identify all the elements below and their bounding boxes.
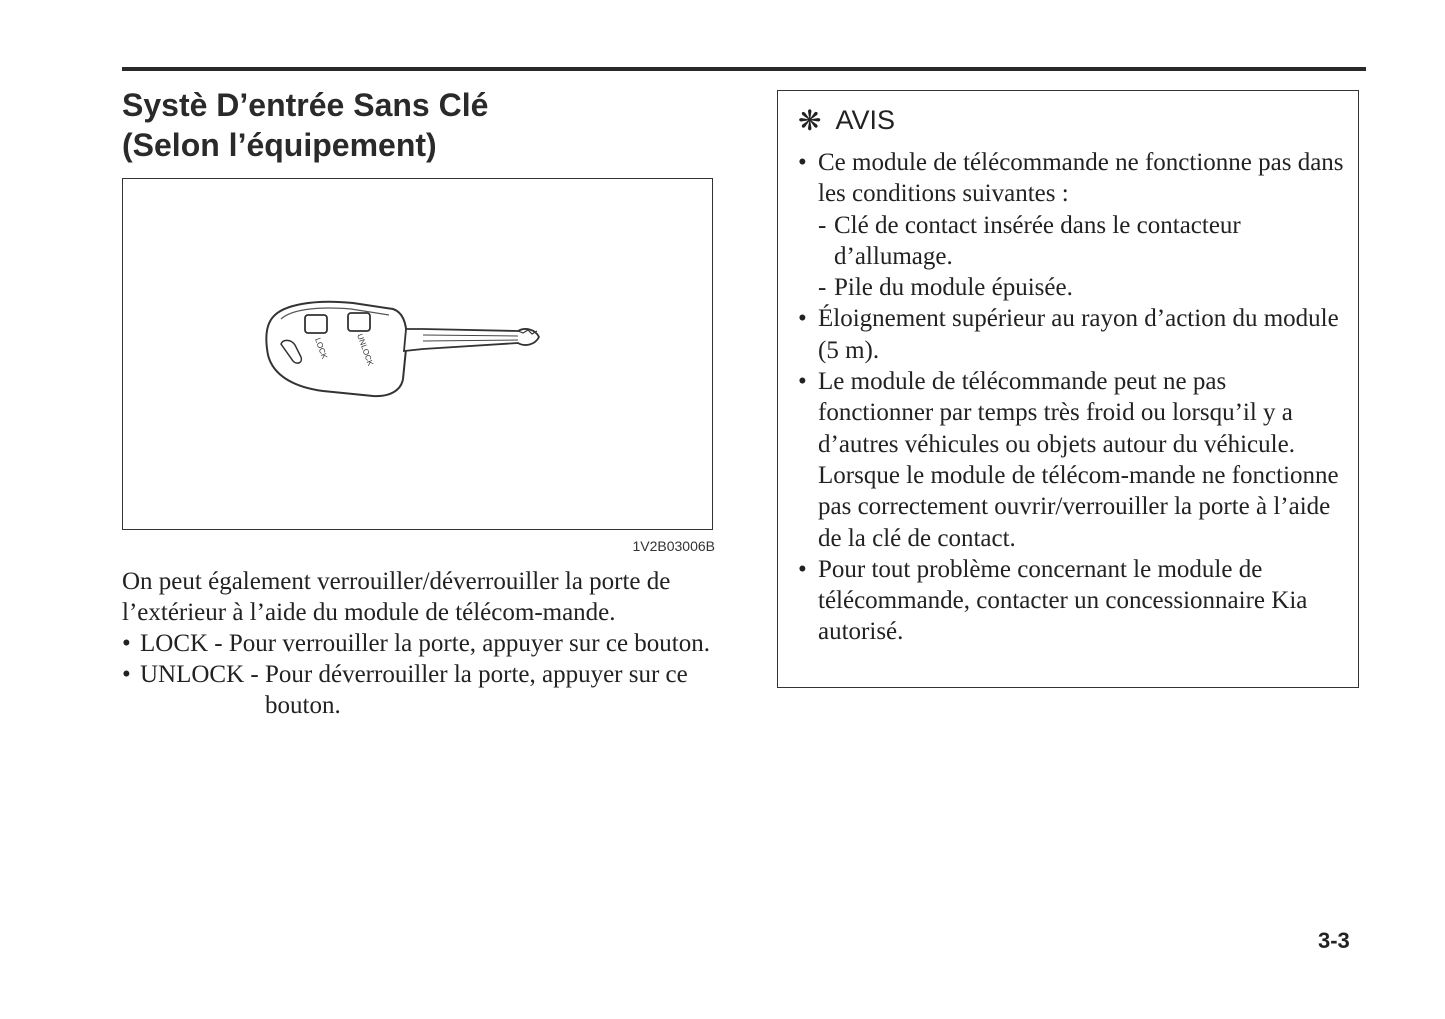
bullet-term: UNLOCK - [140,661,265,688]
list-item: • Ce module de télécommande ne fonctionne pas dans les conditions suivantes : [798,147,1344,210]
list-subitem: - Clé de contact insérée dans le contacteur d’allumage. [798,210,1344,273]
bullet-text: Pour déverrouiller la porte, appuyer sur ce bouton. [265,661,688,719]
page-number: 3-3 [1318,928,1350,953]
list-item: • Pour tout problème concernant le module de télécommande, contacter un concessionnaire Kia autorisé. [798,554,1344,648]
list-item: • Éloignement supérieur au rayon d’action du module (5 m). [798,303,1344,366]
top-rule [122,67,1366,71]
notice-subitem-text: Clé de contact insérée dans le contacteur d’allumage. [834,211,1241,270]
notice-item-text: Ce module de télécommande ne fonctionne pas dans les conditions suivantes : [818,149,1344,208]
notice-item-text: Le module de télécommande peut ne pas fonctionner par temps très froid ou lorsqu’il y a d’autres véhicules ou objets autour du véhicule. Lorsque le module de télécom-mande ne fonctionne pas correctement ouvrir/verrouiller la porte à l’aide de la clé de contact. [818,368,1339,552]
list-item: • UNLOCK - Pour déverrouiller la porte, appuyer sur ce bouton. [122,659,722,721]
notice-item-text: Éloignement supérieur au rayon d’action du module (5 m). [818,305,1339,364]
bullet-term: LOCK - [140,630,229,657]
notice-heading: AVIS [835,105,895,136]
asterisk-icon: ❋ [798,105,822,136]
notice-box [777,90,1359,688]
key-fob-figure [122,178,713,530]
notice-item-text: Pour tout problème concernant le module de télécommande, contacter un concessionnaire Kia autorisé. [818,555,1308,646]
notice-header [798,101,1344,141]
notice-subitem-text: Pile du module épuisée. [834,274,1073,302]
body-text [122,566,722,721]
section-title [122,85,722,165]
figure-code: 1V2B03006B [632,538,715,554]
key-fob-illustration [123,179,712,529]
fob-unlock-label: UNLOCK [355,332,375,368]
unlock-button-shape [348,313,370,331]
list-subitem: - Pile du module épuisée. [798,272,1344,303]
bullet-text: Pour verrouiller la porte, appuyer sur ce bouton. [228,630,710,657]
list-item: • Le module de télécommande peut ne pas fonctionner par temps très froid ou lorsqu’il y a d’autres véhicules ou objets autour du véhicule. Lorsque le module de télécom-mande ne fonctionne pas correctement ouvrir/verrouiller la porte à l’aide de la clé de contact. [798,366,1344,554]
intro-paragraph: On peut également verrouiller/déverrouiller la porte de l’extérieur à l’aide du module de télécom-mande. [122,568,671,626]
title-line-2: (Selon l’équipement) [122,127,437,163]
list-item: • LOCK - Pour verrouiller la porte, appuyer sur ce bouton. [122,628,722,659]
lock-button-shape [305,315,327,333]
title-line-1: Systè D’entrée Sans Clé [122,87,489,123]
fob-lock-label: LOCK [313,336,330,361]
